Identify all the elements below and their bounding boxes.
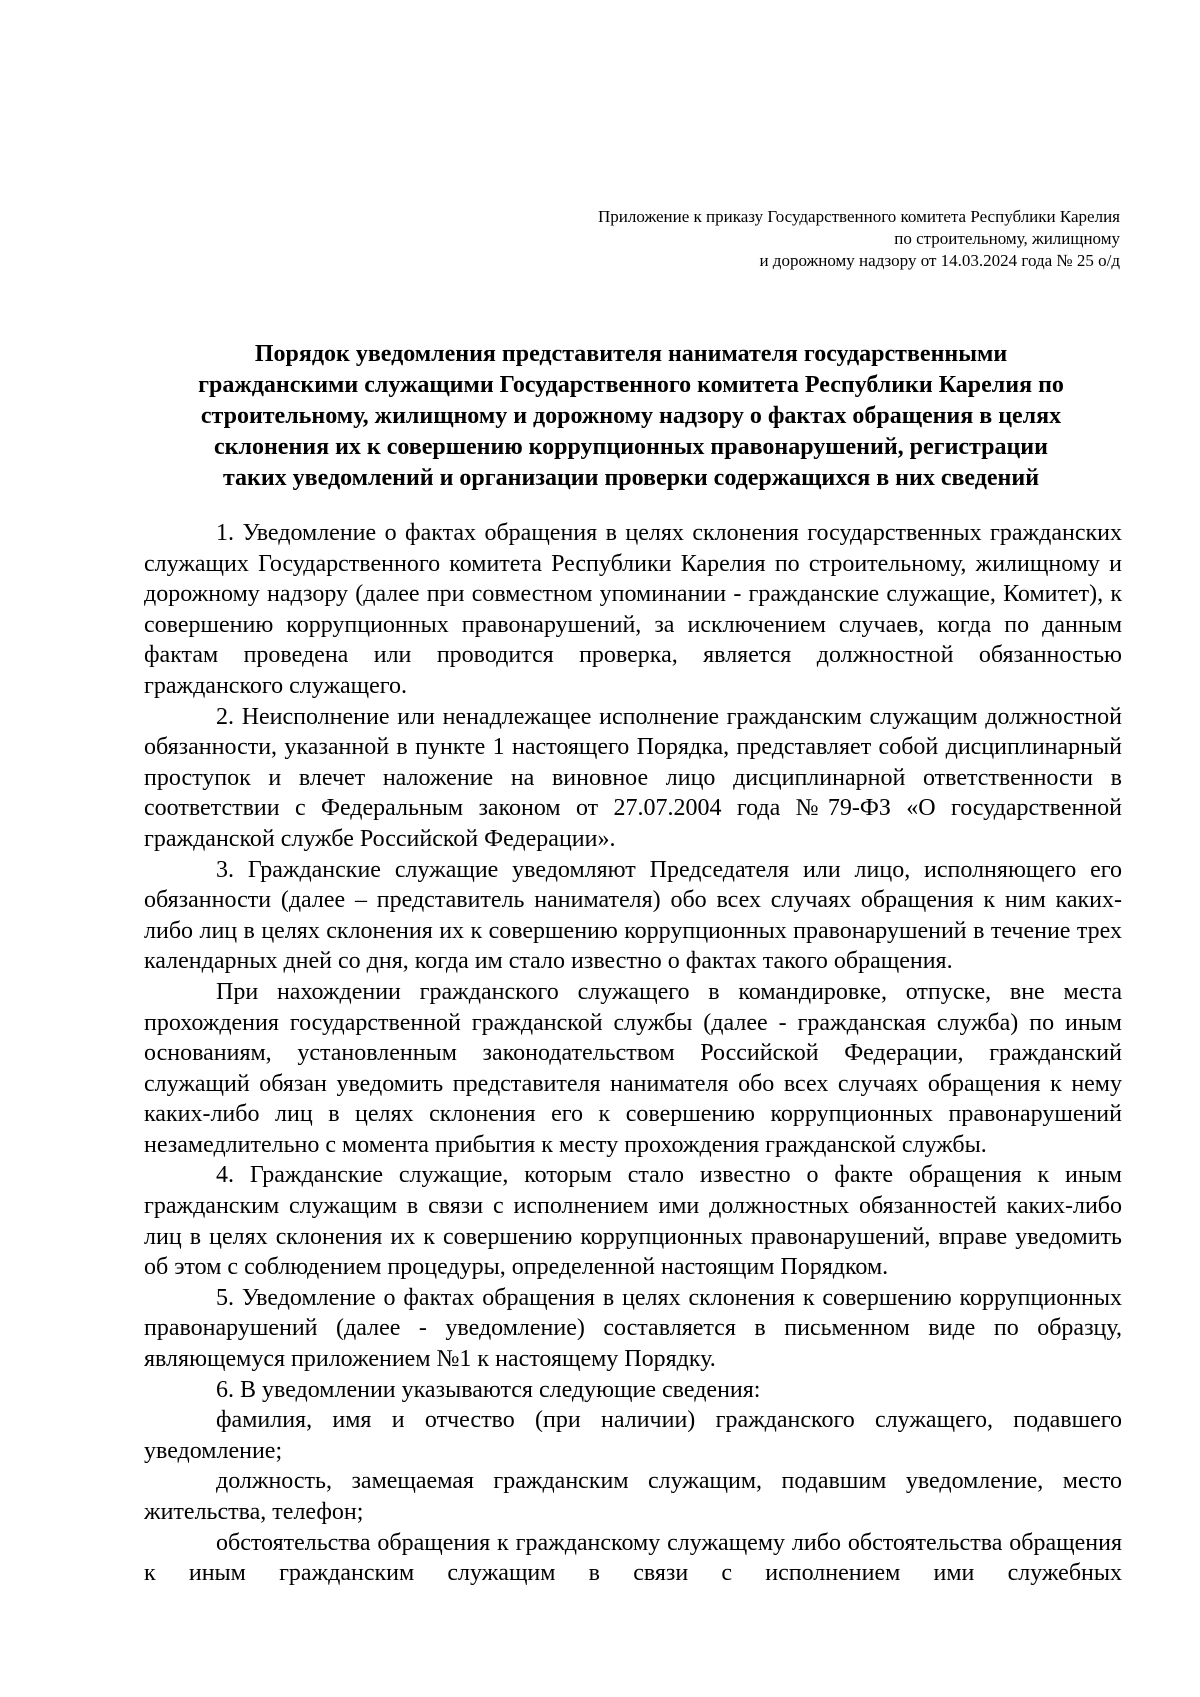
document-body bbox=[144, 518, 1122, 1589]
title-line: таких уведомлений и организации проверки содержащихся в них сведений bbox=[222, 465, 1040, 491]
title-line: склонения их к совершению коррупционных правонарушений, регистрации bbox=[214, 434, 1048, 460]
title-line: строительному, жилищному и дорожному надзору о фактах обращения в целях bbox=[200, 403, 1062, 429]
paragraph-6: 6. В уведомлении указываются следующие сведения: bbox=[216, 1376, 761, 1403]
title-line: гражданскими служащими Государственного комитета Республики Карелия по bbox=[198, 372, 1064, 398]
header-line: по строительному, жилищному bbox=[894, 229, 1120, 248]
paragraph-1: 1. Уведомление о фактах обращения в целях склонения государственных гражданских служащих Государственного комитета Республики Карелия по строительному, жилищному и дорожному надзору (далее при совместном упоминании - гражданские служащие, Комитет), к совершению коррупционных правонарушений, за исключением случаев, когда по данным фактам проведена или проводится проверка, является должностной обязанностью гражданского служащего. bbox=[144, 520, 1122, 699]
paragraph-3: 3. Гражданские служащие уведомляют Председателя или лицо, исполняющего его обязанности (далее – представитель нанимателя) обо всех случаях обращения к ним каких-либо лиц в целях склонения их к совершению коррупционных правонарушений в течение трех календарных дней со дня, когда им стало известно о фактах такого обращения. bbox=[144, 856, 1122, 975]
order-attachment-header bbox=[440, 206, 1120, 272]
paragraph-2: 2. Неисполнение или ненадлежащее исполнение гражданским служащим должностной обязанности, указанной в пункте 1 настоящего Порядка, представляет собой дисциплинарный проступок и влечет наложение на виновное лицо дисциплинарной ответственности в соответствии с Федеральным законом от 27.07.2004 года №79-ФЗ «О государственной гражданской службе Российской Федерации». bbox=[144, 703, 1122, 852]
paragraph-3-continuation: При нахождении гражданского служащего в командировке, отпуске, вне места прохождения государственной гражданской службы (далее - гражданская служба) по иным основаниям, установленным законодательством Российской Федерации, гражданский служащий обязан уведомить представителя нанимателя обо всех случаях обращения к нему каких-либо лиц в целях склонения его к совершению коррупционных правонарушений незамедлительно с момента прибытия к месту прохождения гражданской службы. bbox=[144, 978, 1122, 1158]
paragraph-5: 5. Уведомление о фактах обращения в целях склонения к совершению коррупционных правонарушений (далее - уведомление) составляется в письменном виде по образцу, являющемуся приложением №1 к настоящему Порядку. bbox=[144, 1284, 1122, 1373]
list-item-circumstances: обстоятельства обращения к гражданскому служащему либо обстоятельства обращения к иным гражданским служащим в связи с исполнением ими служебных bbox=[144, 1529, 1122, 1587]
paragraph-4: 4. Гражданские служащие, которым стало известно о факте обращения к иным гражданским служащим в связи с исполнением ими должностных обязанностей каких-либо лиц в целях склонения их к совершению коррупционных правонарушений, вправе уведомить об этом с соблюдением процедуры, определенной настоящим Порядком. bbox=[144, 1162, 1122, 1281]
header-line: Приложение к приказу Государственного комитета Республики Карелия bbox=[598, 207, 1120, 226]
title-line: Порядок уведомления представителя нанимателя государственными bbox=[254, 341, 1008, 367]
list-item-full-name: фамилия, имя и отчество (при наличии) гражданского служащего, подавшего уведомление; bbox=[144, 1407, 1122, 1464]
header-line: и дорожному надзору от 14.03.2024 года № 25 о/д bbox=[759, 251, 1120, 270]
list-item-position: должность, замещаемая гражданским служащим, подавшим уведомление, место жительства, телефон; bbox=[144, 1468, 1122, 1525]
document-title bbox=[140, 339, 1122, 494]
